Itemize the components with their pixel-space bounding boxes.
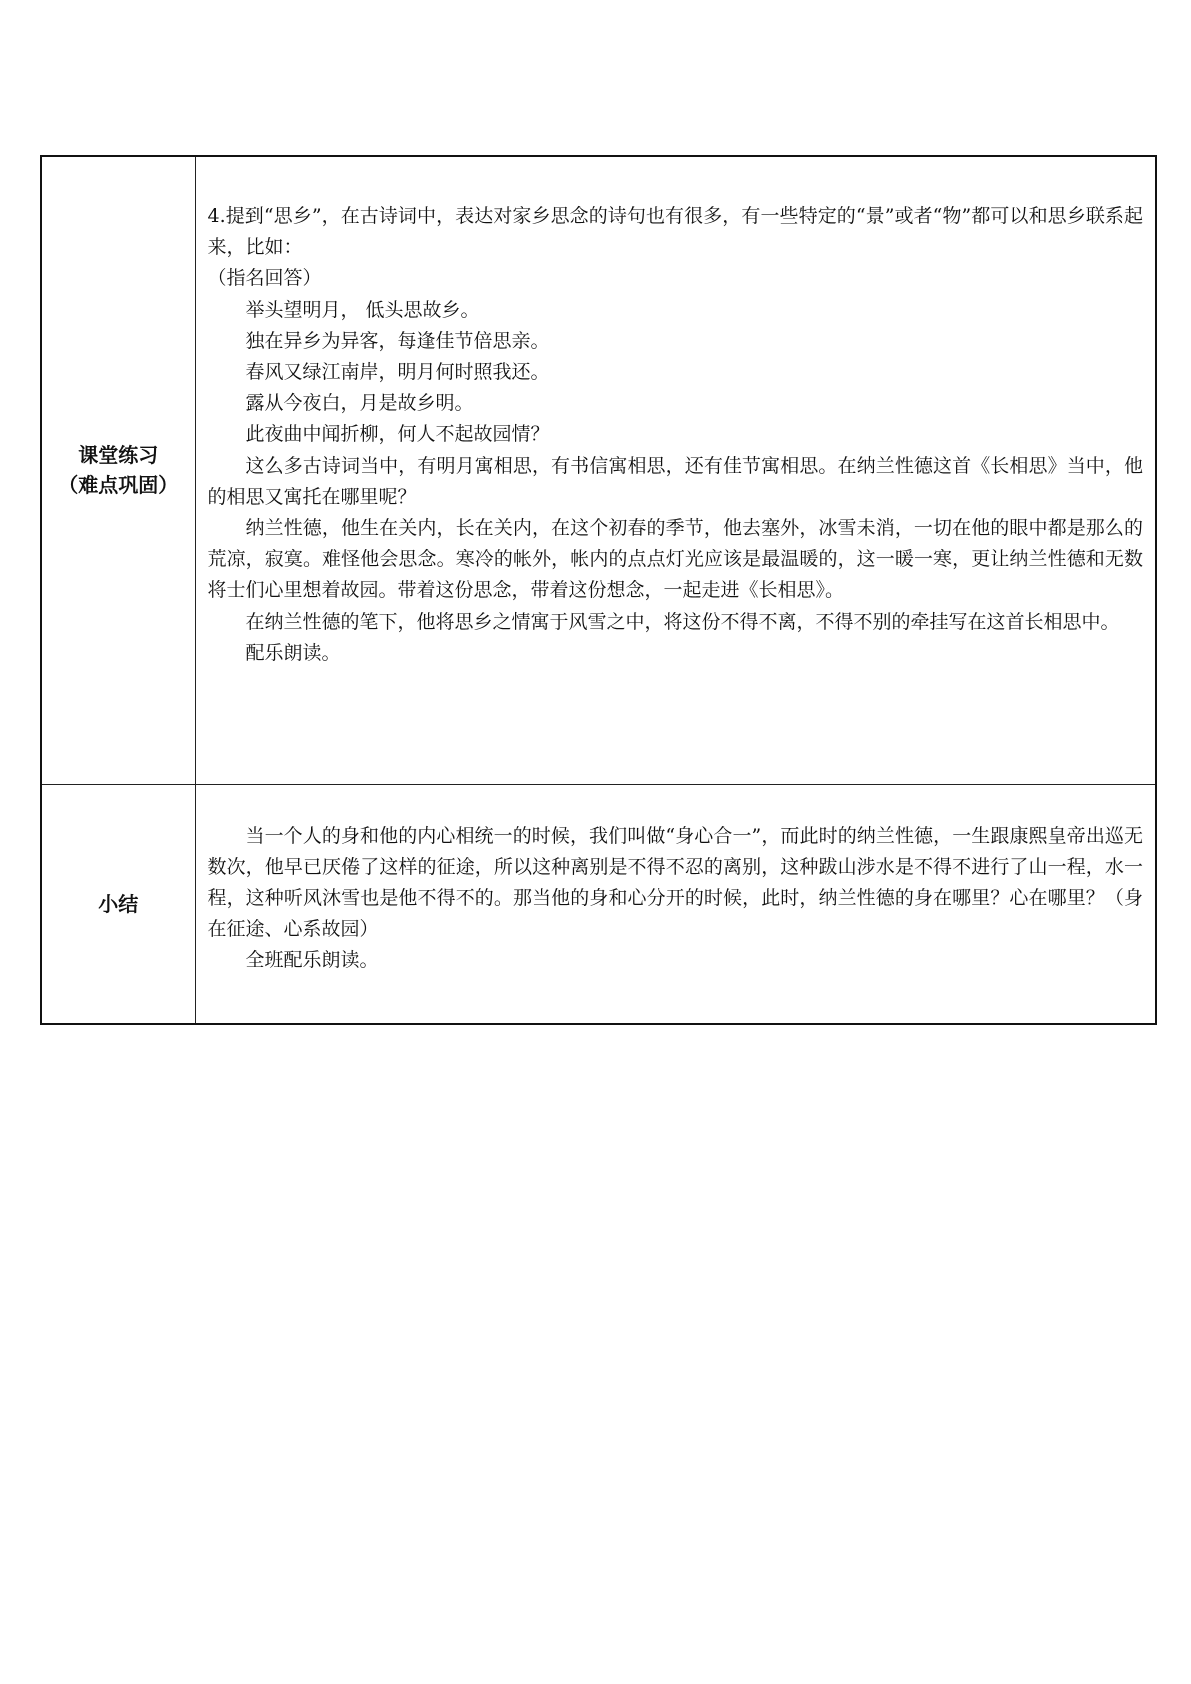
poem-line: 此夜曲中闻折柳，何人不起故园情？ xyxy=(245,423,550,446)
poem-line: 春风又绿江南岸，明月何时照我还。 xyxy=(245,361,550,384)
table-row xyxy=(41,156,1156,784)
section-content-cell xyxy=(195,156,1156,784)
section-label: 小结 xyxy=(98,891,139,916)
paragraph: （指名回答） xyxy=(207,267,322,290)
paragraph: 在纳兰性德的笔下，他将思乡之情寓于风雪之中，将这份不得不离，不得不别的牵挂写在这首长相思中。 xyxy=(245,610,1120,633)
section-label-cell xyxy=(41,156,195,784)
paragraph: 配乐朗读。 xyxy=(245,641,341,664)
poem-line: 露从今夜白，月是故乡明。 xyxy=(245,392,474,415)
section-content-cell xyxy=(195,784,1156,1024)
table-row xyxy=(41,784,1156,1024)
paragraph: 纳兰性德，他生在关内，长在关内，在这个初春的季节，他去塞外，冰雪未消，一切在他的眼中都是那么的荒凉，寂寞。难怪他会思念。寒冷的帐外，帐内的点点灯光应该是最温暖的，这一暖一寒，更让纳兰性德和无数将士们心里想着故园。带着这份思念，带着这份想念，一起走进《长相思》。 xyxy=(207,517,1143,602)
paragraph: 这么多古诗词当中，有明月寓相思，有书信寓相思，还有佳节寓相思。在纳兰性德这首《长相思》当中，他的相思又寓托在哪里呢？ xyxy=(207,454,1143,508)
poem-line: 独在异乡为异客，每逢佳节倍思亲。 xyxy=(245,329,550,352)
paragraph: 4.提到“思乡”，在古诗词中，表达对家乡思念的诗句也有很多，有一些特定的“景”或者“物”都可以和思乡联系起来，比如： xyxy=(207,205,1143,259)
section-label: 课堂练习 xyxy=(78,443,159,468)
paragraph: 当一个人的身和他的内心相统一的时候，我们叫做“身心合一”，而此时的纳兰性德，一生跟康熙皇帝出巡无数次，他早已厌倦了这样的征途，所以这种离别是不得不忍的离别，这种跋山涉水是不得不进行了山一程，水一程，这种听风沐雪也是他不得不的。那当他的身和心分开的时候，此时，纳兰性德的身在哪里？心在哪里？（身在征途、心系故园） xyxy=(207,824,1143,941)
poem-line: 举头望明月， 低头思故乡。 xyxy=(245,298,480,321)
section-label-cell xyxy=(41,784,195,1024)
lesson-table xyxy=(40,155,1157,1025)
paragraph: 全班配乐朗读。 xyxy=(245,949,379,972)
section-sublabel: （难点巩固） xyxy=(58,473,179,498)
